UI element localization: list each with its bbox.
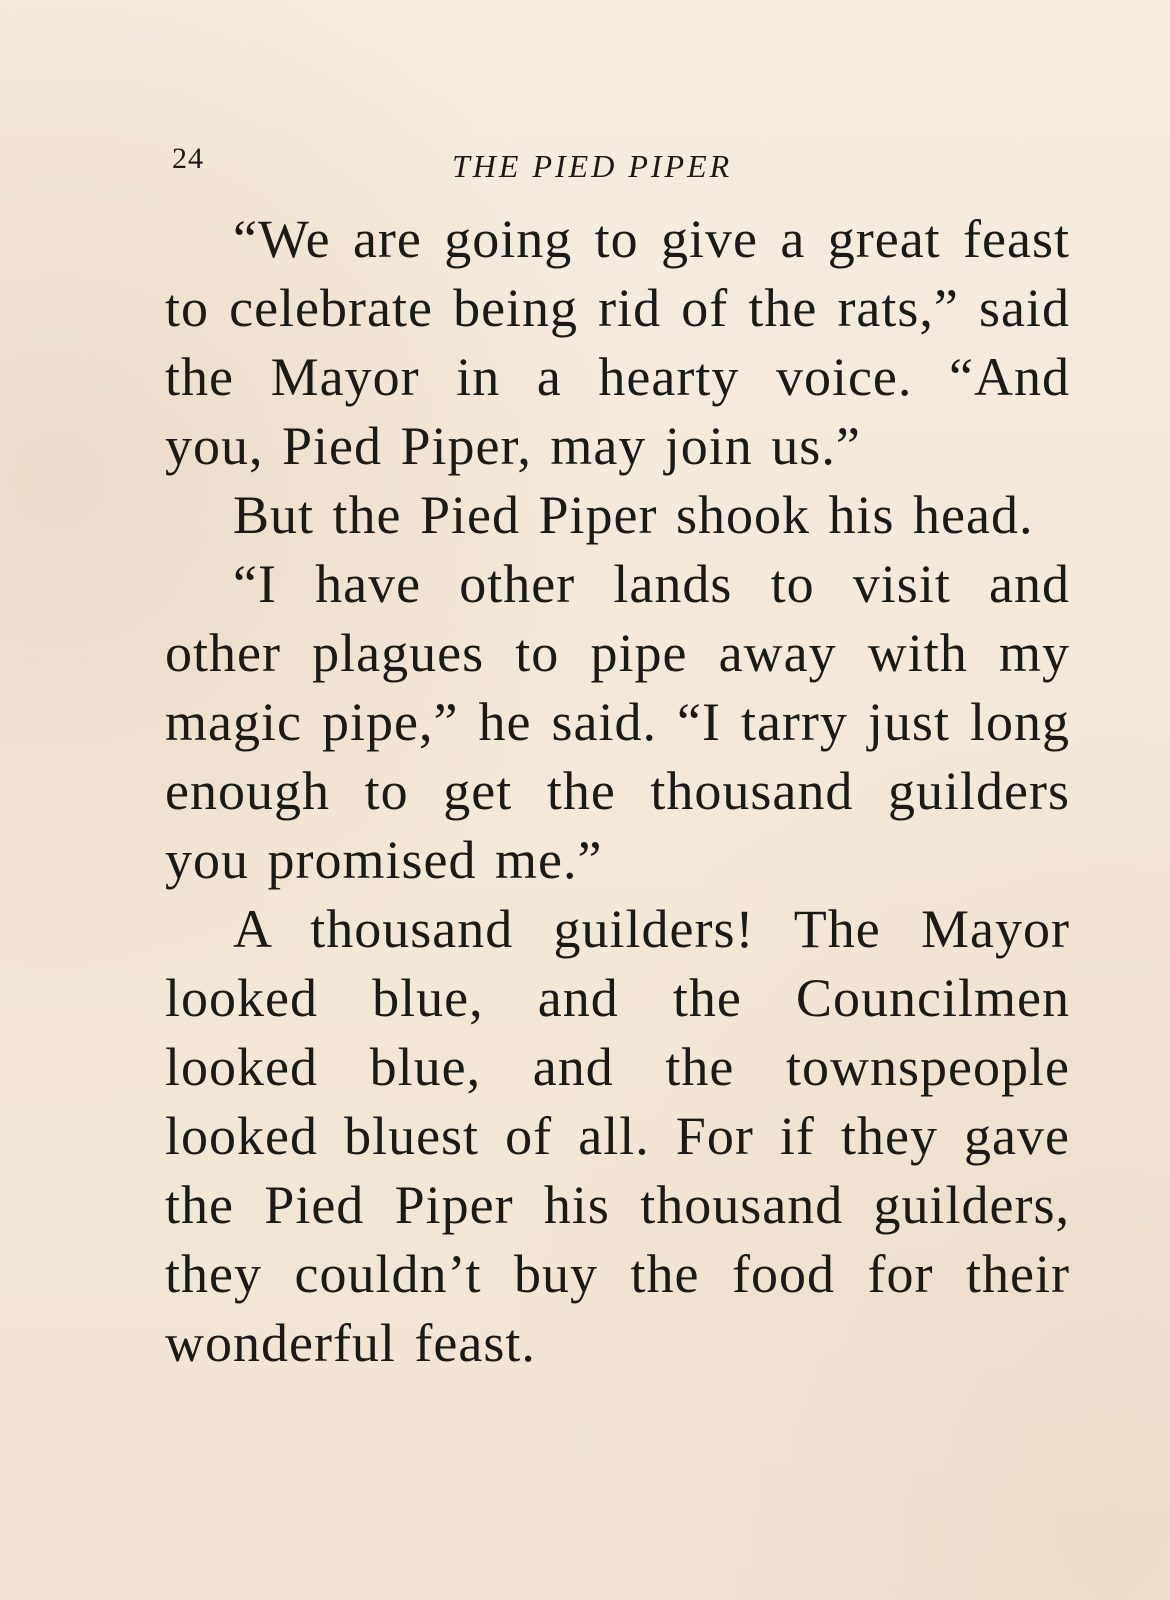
body-text — [165, 205, 1070, 1378]
paragraph-piper-reply: “I have other lands to visit and other plagues to pipe away with my magic pipe,” he said. “I tarry just long enough to get the thousand guilders you promised me.” — [165, 554, 1070, 890]
paragraph-thousand-guilders: A thousand guilders! The Mayor looked blue, and the Councilmen looked blue, and the townspeople looked bluest of all. For if they gave the Pied Piper his thousand guilders, they couldn’t buy the food for their wonderful feast. — [165, 899, 1070, 1373]
paragraph-feast-invitation: “We are going to give a great feast to celebrate being rid of the rats,” said the Mayor in a hearty voice. “And you, Pied Piper, may join us.” — [165, 209, 1070, 476]
paragraph-piper-shakes-head: But the Pied Piper shook his head. — [233, 485, 1034, 545]
book-title: THE PIED PIPER — [452, 148, 733, 184]
page-number: 24 — [172, 142, 204, 175]
running-head — [172, 142, 1072, 192]
